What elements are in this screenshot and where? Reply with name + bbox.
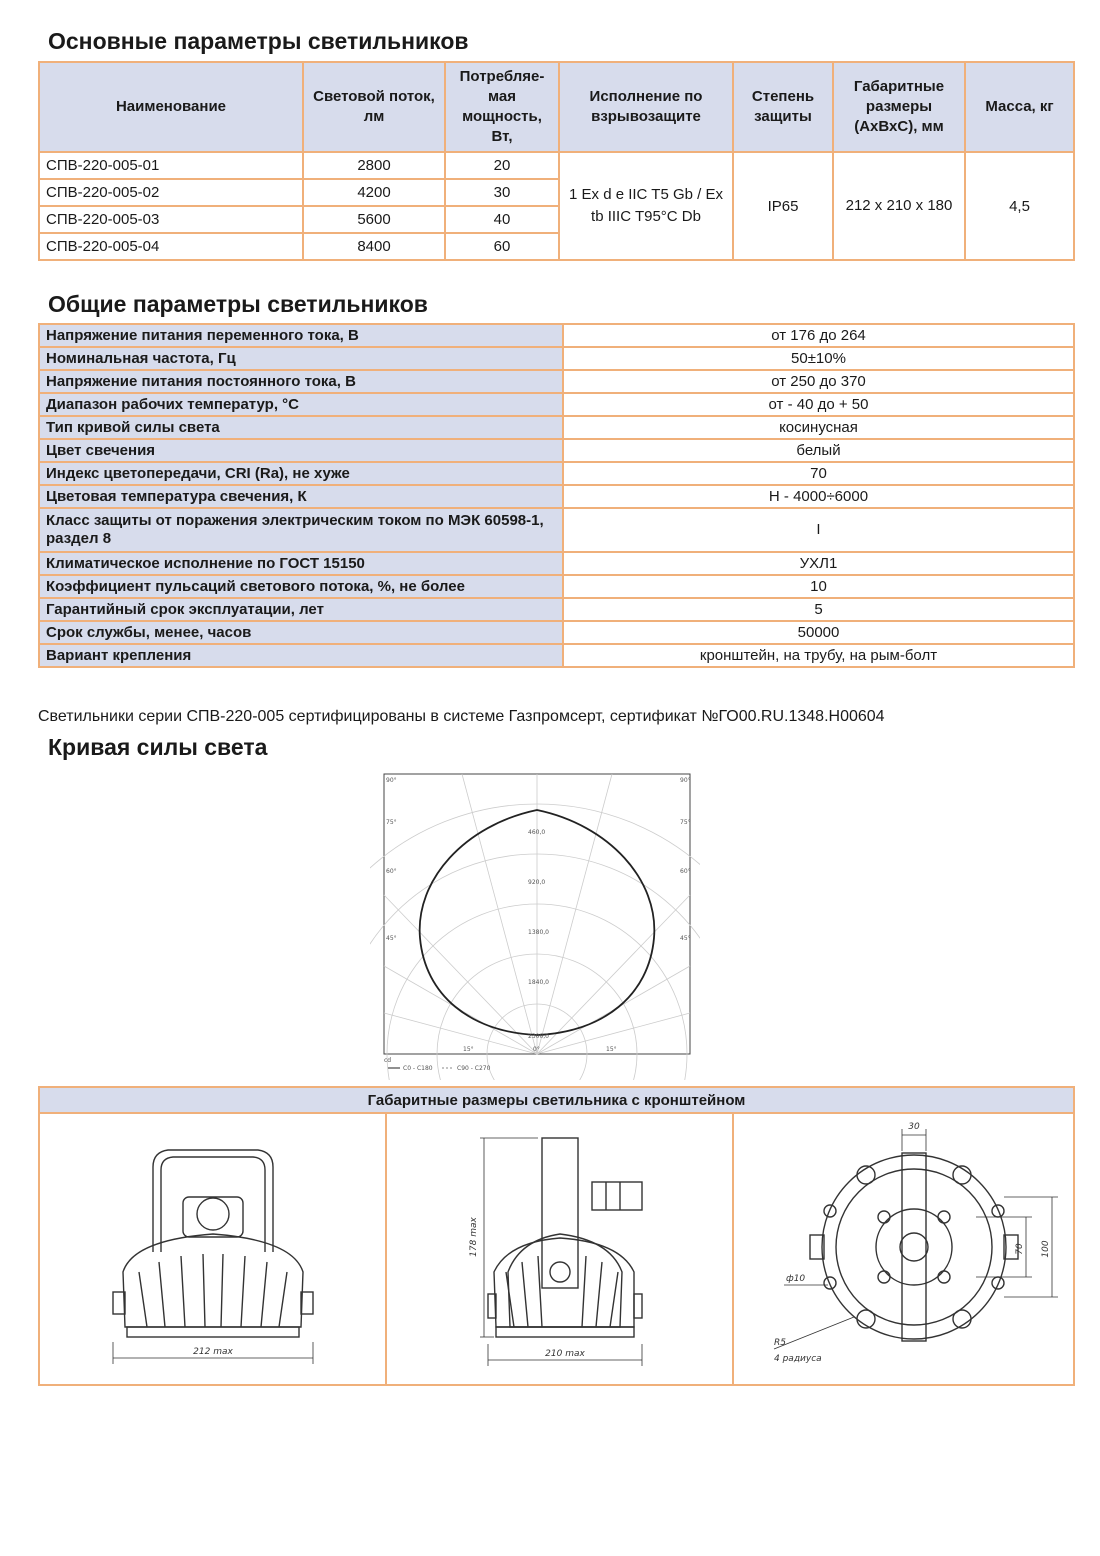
header-name: Наименование [39,62,303,152]
model-name: СПВ-220-005-01 [39,152,303,179]
param-key: Климатическое исполнение по ГОСТ 15150 [39,552,563,575]
param-value: от - 40 до + 50 [563,393,1074,416]
angle-label: 45° [680,935,691,942]
table-row [39,393,1074,416]
mass-value: 4,5 [965,152,1074,260]
angle-label: 60° [680,868,691,875]
table-row [39,347,1074,370]
angle-label: 90° [680,777,691,784]
param-key: Класс защиты от поражения электрическим током по МЭК 60598-1, раздел 8 [39,508,563,552]
angle-label: 15° [463,1046,474,1053]
param-value: косинусная [563,416,1074,439]
dimensions-value: 212 х 210 х 180 [833,152,965,260]
header-ex: Исполнение по взрывозащите [559,62,733,152]
table-row [39,575,1074,598]
height-label: 178 max [468,1217,479,1257]
main-params-table [38,61,1075,261]
param-value: 50±10% [563,347,1074,370]
ring-label: 1840,0 [528,979,549,986]
front-view-drawing [63,1122,363,1372]
legend-label: C90 - C270 [457,1065,491,1072]
header-power: Потребляе-мая мощность, Вт, [445,62,559,152]
model-flux: 2800 [303,152,445,179]
table-row [39,324,1074,347]
param-value: УХЛ1 [563,552,1074,575]
param-key: Вариант крепления [39,644,563,667]
front-view-cell [39,1113,386,1385]
ring-label: 2300,0 [528,1033,549,1040]
side-width-label: 210 max [544,1349,585,1359]
header-mass: Масса, кг [965,62,1074,152]
table-row [39,439,1074,462]
radius-note: 4 радиуса [773,1354,822,1364]
model-name: СПВ-220-005-04 [39,233,303,260]
param-key: Напряжение питания постоянного тока, В [39,370,563,393]
angle-label: 0° [533,1046,540,1053]
certificate-note: Светильники серии СПВ-220-005 сертифицированы в системе Газпромсерт, сертификат №ГО00.RU.1348.H00604 [38,708,885,725]
table-row [39,552,1074,575]
param-value: от 250 до 370 [563,370,1074,393]
table-row [39,485,1074,508]
param-key: Цвет свечения [39,439,563,462]
side-view-cell [386,1113,733,1385]
model-power: 40 [445,206,559,233]
param-key: Гарантийный срок эксплуатации, лет [39,598,563,621]
table-row [39,621,1074,644]
param-value: 10 [563,575,1074,598]
ring-label: 460,0 [528,829,546,836]
dimensions-table [38,1086,1075,1386]
param-value: от 176 до 264 [563,324,1074,347]
header-dimensions: Габаритные размеры (АхВхС), мм [833,62,965,152]
param-key: Напряжение питания переменного тока, В [39,324,563,347]
param-key: Номинальная частота, Гц [39,347,563,370]
header-ip: Степень защиты [733,62,833,152]
model-power: 30 [445,179,559,206]
angle-label: 45° [386,935,397,942]
param-key: Диапазон рабочих температур, °С [39,393,563,416]
general-params-title: Общие параметры светильников [48,291,428,317]
model-flux: 5600 [303,206,445,233]
curve-title: Кривая силы света [48,734,268,760]
curve-legend [388,1065,491,1072]
dim-30-label: 30 [907,1122,920,1132]
table-row [39,152,1074,179]
side-view-drawing [410,1122,710,1372]
table-row [39,598,1074,621]
table-row [39,462,1074,485]
dimensions-title: Габаритные размеры светильника с кронштейном [39,1087,1074,1113]
param-value: Н - 4000÷6000 [563,485,1074,508]
front-width-label: 212 max [192,1347,233,1357]
param-key: Индекс цветопередачи, CRI (Ra), не хуже [39,462,563,485]
dim-100-label: 100 [1040,1240,1051,1258]
angle-label: 15° [606,1046,617,1053]
angle-label: 75° [386,819,397,826]
param-value: I [563,508,1074,552]
param-value: 5 [563,598,1074,621]
top-view-drawing [744,1117,1064,1377]
param-key: Срок службы, менее, часов [39,621,563,644]
light-curve-diagram [370,770,700,1080]
radius-label: R5 [773,1338,786,1348]
model-name: СПВ-220-005-03 [39,206,303,233]
table-row [39,644,1074,667]
hole-label: ф10 [785,1274,805,1284]
param-value: кронштейн, на трубу, на рым-болт [563,644,1074,667]
param-key: Тип кривой силы света [39,416,563,439]
top-view-cell [733,1113,1074,1385]
main-params-title: Основные параметры светильников [48,28,469,54]
param-value: 70 [563,462,1074,485]
unit-label: cd [384,1057,392,1064]
model-power: 20 [445,152,559,179]
dim-70-label: 70 [1014,1243,1025,1255]
header-flux: Световой поток, лм [303,62,445,152]
param-key: Коэффициент пульсаций светового потока, %, не более [39,575,563,598]
ring-label: 920,0 [528,879,546,886]
model-flux: 8400 [303,233,445,260]
param-value: 50000 [563,621,1074,644]
angle-label: 60° [386,868,397,875]
legend-label: C0 - C180 [403,1065,433,1072]
param-key: Цветовая температура свечения, К [39,485,563,508]
table-row [39,370,1074,393]
model-flux: 4200 [303,179,445,206]
angle-label: 75° [680,819,691,826]
table-row [39,508,1074,552]
param-value: белый [563,439,1074,462]
explosion-protection: 1 Ex d e IIC T5 Gb / Ex tb IIIC T95°C Db [559,152,733,260]
general-params-table [38,323,1075,668]
angle-label: 90° [386,777,397,784]
ring-label: 1380,0 [528,929,549,936]
model-power: 60 [445,233,559,260]
model-name: СПВ-220-005-02 [39,179,303,206]
table-row [39,416,1074,439]
ip-rating: IP65 [733,152,833,260]
